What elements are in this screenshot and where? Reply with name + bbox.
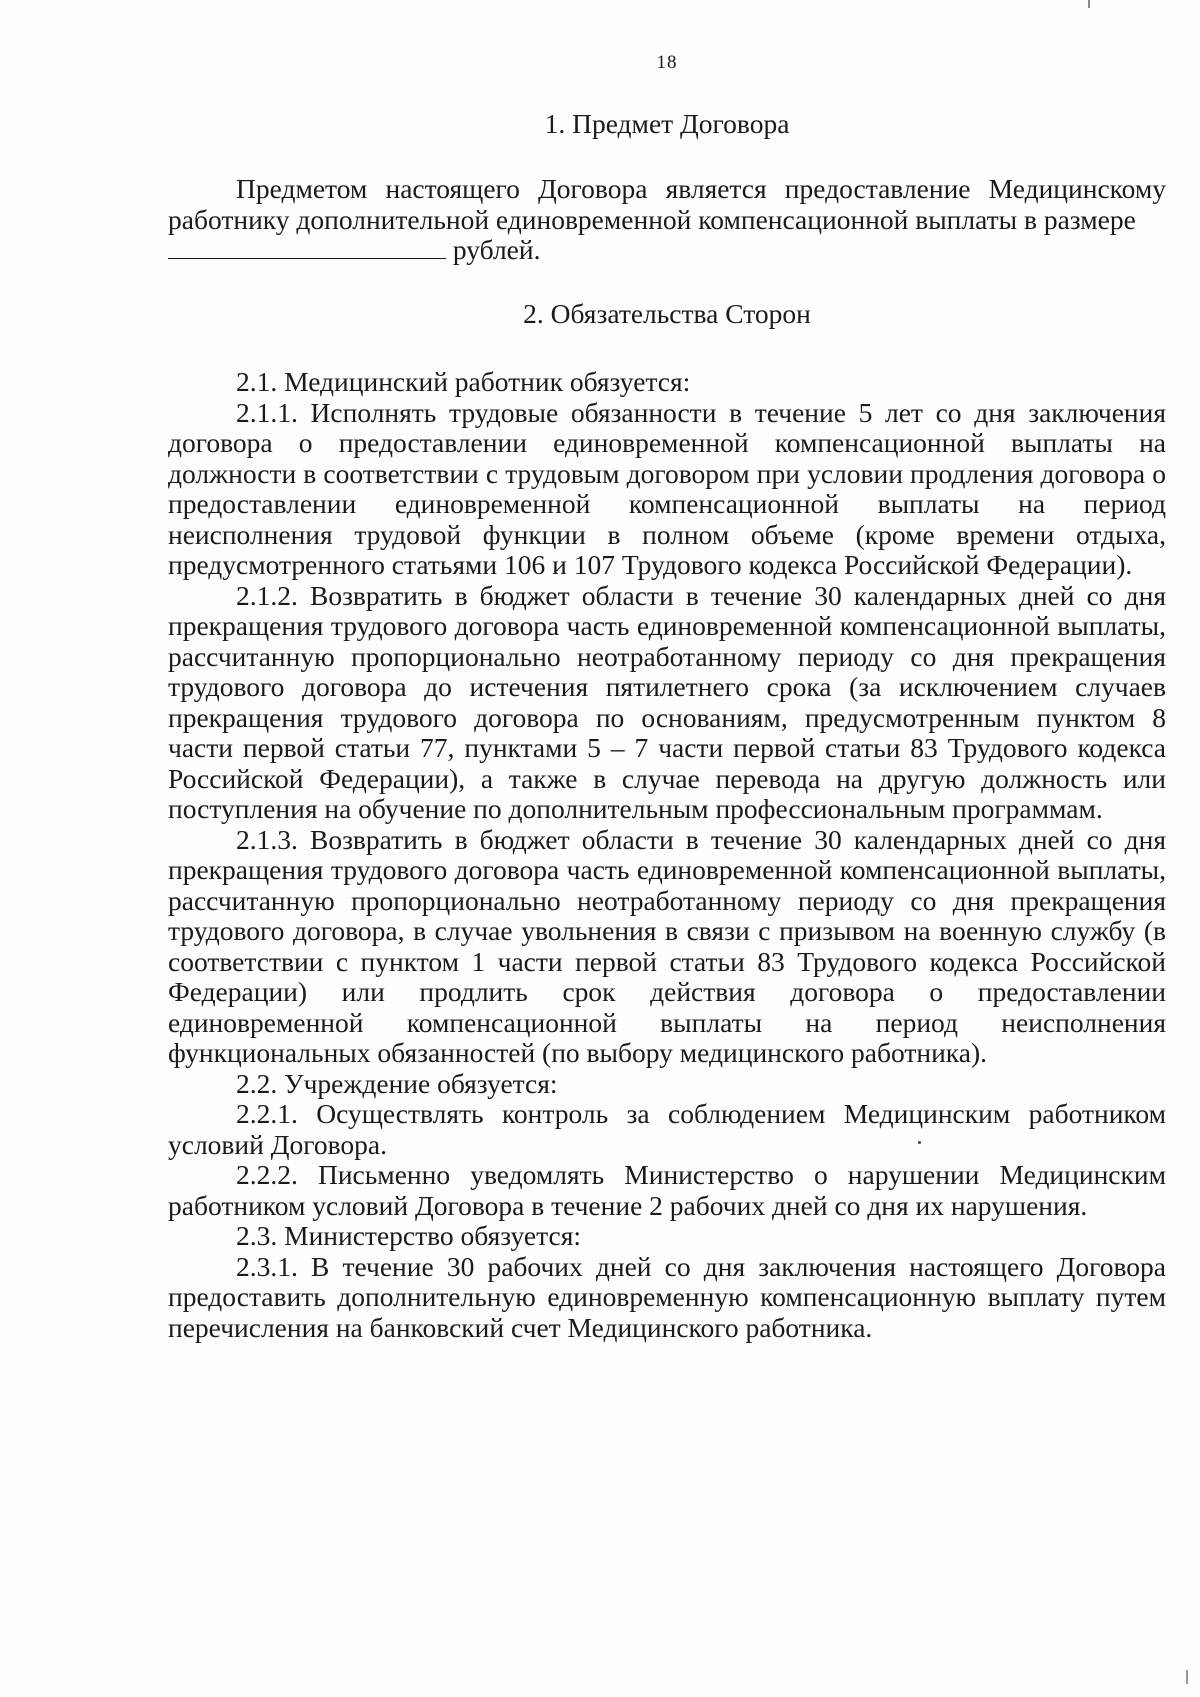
subject-text: Предметом настоящего Договора является предоставление Медицинскому работнику дополнительной единовременной компенсационной выплаты в размере [168,173,1166,235]
clause-2-2: 2.2. Учреждение обязуется: [236,1067,558,1099]
clause-2-1: 2.1. Медицинский работник обязуется: [236,366,691,397]
clause-2-1-1: 2.1.1. Исполнять трудовые обязанности в течение 5 лет со дня заключения договора о предоставлении единовременной компенсационной выплаты на должности в соответствии с трудовым договором при условии продления договора о предоставлении единовременной компенсационной выплаты на период неисполнения трудовой функции в полном объеме (кроме времени отдыха, предусмотренного статьями 106 и 107 Трудового кодекса Российской Федерации). [168,396,1166,580]
section-1-heading: 1. Предмет Договора [544,108,790,139]
section-2-body [168,367,1166,1343]
clause-2-2-2: 2.2.2. Письменно уведомлять Министерство о нарушении Медицинским работником условий Договора в течение 2 рабочих дней со дня их нарушения. [168,1159,1166,1221]
section-2-heading: 2. Обязательства Сторон [523,298,811,329]
scan-edge-mark-bottom [1186,1670,1188,1684]
clause-2-1-3: 2.1.3. Возвратить в бюджет области в течение 30 календарных дней со дня прекращения трудового договора часть единовременной компенсационной выплаты, рассчитанную пропорционально неотработанному периоду со дня прекращения трудового договора, в случае увольнения в связи с призывом на военную службу (в соответствии с пунктом 1 части первой статьи 83 Трудового кодекса Российской Федерации) или продлить срок действия договора о предоставлении единовременной компенсационной выплаты на период неисполнения функциональных обязанностей (по выбору медицинского работника). [168,823,1166,1068]
clause-2-2-1: 2.2.1. Осуществлять контроль за соблюдением Медицинским работником условий Договора. [168,1098,1166,1160]
clause-2-3: 2.3. Министерство обязуется: [236,1220,581,1251]
amount-blank-line [168,238,446,259]
scan-dot-mark [918,1141,921,1144]
subject-text-end: рублей. [452,234,541,265]
subject-paragraph [168,174,1166,266]
section-1-paragraph [168,174,1166,266]
scan-edge-mark [1088,0,1090,8]
clause-2-3-1: 2.3.1. В течение 30 рабочих дней со дня заключения настоящего Договора предоставить дополнительную единовременную компенсационную выплату путем перечисления на банковский счет Медицинского работника. [168,1250,1166,1343]
clause-2-1-2: 2.1.2. Возвратить в бюджет области в течение 30 календарных дней со дня прекращения трудового договора часть единовременной компенсационной выплаты, рассчитанную пропорционально неотработанному периоду со дня прекращения трудового договора до истечения пятилетнего срока (за исключением случаев прекращения трудового договора по основаниям, предусмотренным пунктом 8 части первой статьи 77, пунктами 5 – 7 части первой статьи 83 Трудового кодекса Российской Федерации), а также в случае перевода на другую должность или поступления на обучение по дополнительным профессиональным программам. [168,579,1166,824]
page-number: 18 [656,52,678,73]
